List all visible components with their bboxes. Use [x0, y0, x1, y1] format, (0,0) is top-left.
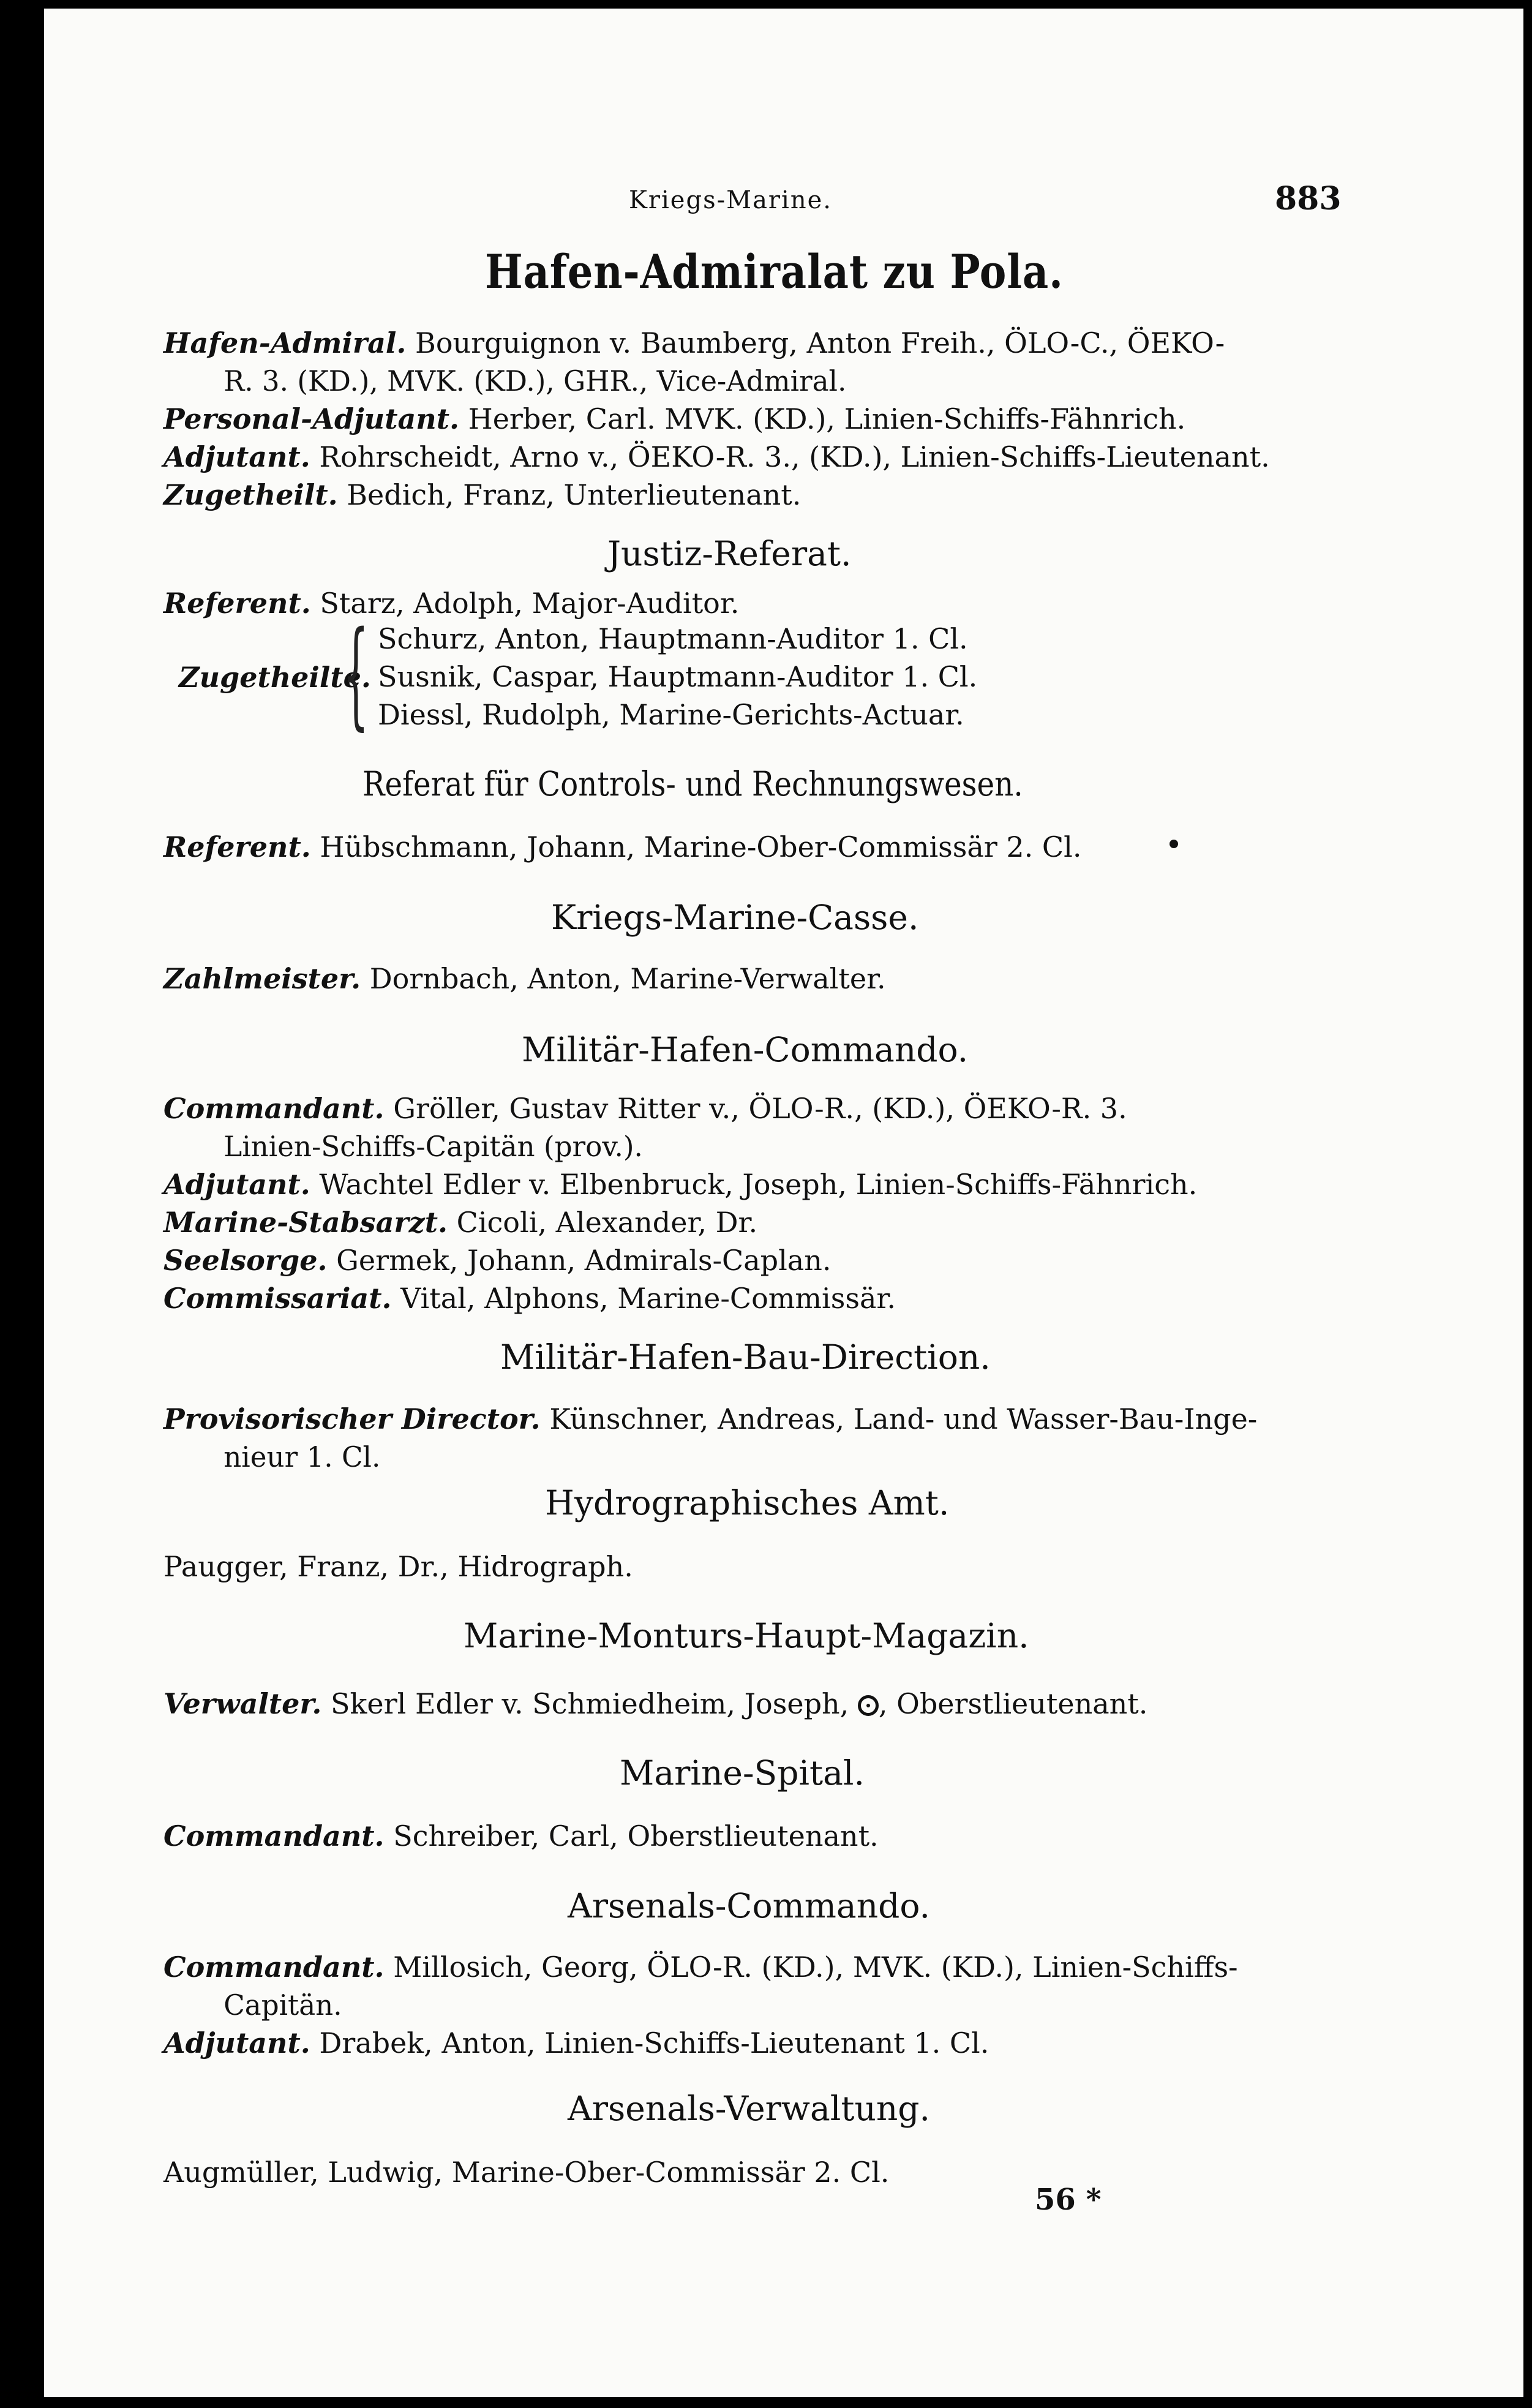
- entry-stabsarzt: [163, 1203, 1361, 1241]
- entry-zahlmeister: [163, 960, 1361, 998]
- entry-hafen-admiral: [163, 324, 1361, 400]
- entry-text: Augmüller, Ludwig, Marine-Ober-Commissär 2. Cl.: [163, 2156, 890, 2189]
- role-label: Personal-Adjutant.: [163, 402, 459, 435]
- entry-text: Bedich, Franz, Unterlieutenant.: [347, 478, 802, 511]
- entry-director: [163, 1400, 1361, 1476]
- entry-spital-commandant: [163, 1817, 1361, 1855]
- entry-text: Herber, Carl. MVK. (KD.), Linien-Schiffs-Fähnrich.: [468, 402, 1186, 435]
- entry-commissariat: [163, 1279, 1361, 1317]
- role-label: Hafen-Admiral.: [163, 326, 407, 359]
- entry-text: Linien-Schiffs-Capitän (prov.).: [223, 1130, 643, 1163]
- member-line: Diessl, Rudolph, Marine-Gerichts-Actuar.: [378, 698, 964, 731]
- entry-zugetheilt: [163, 476, 1361, 514]
- section-heading-casse: Kriegs-Marine-Casse.: [551, 898, 919, 937]
- page-title: Hafen-Admiralat zu Pola.: [485, 244, 1064, 299]
- entry-text: Rohrscheidt, Arno v., ÖEKO-R. 3., (KD.), Linien-Schiffs-Lieutenant.: [319, 440, 1270, 473]
- section-heading-arsenal-commando: Arsenals-Commando.: [568, 1886, 930, 1925]
- role-label: Commandant.: [163, 1951, 385, 1984]
- entry-hydrograph: [163, 1548, 1361, 1586]
- role-label: Referent.: [163, 587, 311, 620]
- entry-text: Paugger, Franz, Dr., Hidrograph.: [163, 1550, 633, 1583]
- entry-personal-adjutant: [163, 400, 1361, 438]
- entry-controls-referent: [163, 828, 1361, 866]
- entry-text: Vital, Alphons, Marine-Commissär.: [400, 1282, 896, 1315]
- entry-text: Starz, Adolph, Major-Auditor.: [320, 587, 740, 620]
- entry-text: Künschner, Andreas, Land- und Wasser-Bau-Inge-: [549, 1402, 1258, 1435]
- brace-label: Zugetheilte.: [179, 661, 371, 694]
- curly-brace-icon: {: [343, 606, 369, 742]
- signature-mark: 56 *: [1035, 2183, 1102, 2217]
- role-label: Seelsorge.: [163, 1244, 328, 1277]
- entry-seelsorge: [163, 1241, 1361, 1279]
- entry-text: Capitän.: [223, 1988, 342, 2022]
- entry-commandant: [163, 1089, 1361, 1165]
- section-heading-spital: Marine-Spital.: [620, 1753, 865, 1793]
- entry-text: Wachtel Edler v. Elbenbruck, Joseph, Linien-Schiffs-Fähnrich.: [319, 1168, 1198, 1201]
- entry-augmueller: [163, 2153, 1361, 2191]
- entry-arsenal-adjutant: [163, 2024, 1361, 2062]
- justiz-members: [378, 620, 977, 734]
- entry-text: R. 3. (KD.), MVK. (KD.), GHR., Vice-Admiral.: [223, 364, 847, 397]
- role-label: Commandant.: [163, 1092, 385, 1125]
- entry-text: Bourguignon v. Baumberg, Anton Freih., ÖLO-C., ÖEKO-: [415, 326, 1225, 359]
- entry-text: Cicoli, Alexander, Dr.: [456, 1206, 758, 1239]
- section-heading-controls: Referat für Controls- und Rechnungswesen.: [362, 764, 1023, 803]
- role-label: Verwalter.: [163, 1687, 322, 1720]
- entry-text: nieur 1. Cl.: [223, 1440, 381, 1473]
- member-line: Schurz, Anton, Hauptmann-Auditor 1. Cl.: [378, 622, 968, 655]
- entry-text: Dornbach, Anton, Marine-Verwalter.: [369, 962, 886, 995]
- role-label: Referent.: [163, 830, 311, 863]
- section-heading-hafen-commando: Militär-Hafen-Commando.: [522, 1030, 969, 1069]
- role-label: Adjutant.: [163, 440, 310, 473]
- role-label: Adjutant.: [163, 2026, 310, 2060]
- entry-verwalter: [163, 1685, 1361, 1723]
- role-label: Marine-Stabsarzt.: [163, 1206, 448, 1239]
- role-label: Zahlmeister.: [163, 962, 361, 995]
- entry-text: Gröller, Gustav Ritter v., ÖLO-R., (KD.), ÖEKO-R. 3.: [393, 1092, 1127, 1125]
- role-label: Commandant.: [163, 1819, 385, 1853]
- role-label: Commissariat.: [163, 1282, 392, 1315]
- decoration-symbol-icon: [858, 1695, 879, 1716]
- entry-text: Skerl Edler v. Schmiedheim, Joseph,: [331, 1687, 849, 1720]
- section-heading-monturs: Marine-Monturs-Haupt-Magazin.: [464, 1616, 1029, 1655]
- section-heading-arsenal-verwaltung: Arsenals-Verwaltung.: [568, 2089, 931, 2128]
- role-label: Provisorischer Director.: [163, 1402, 541, 1435]
- entry-hafen-adjutant: [163, 1165, 1361, 1203]
- role-label: Adjutant.: [163, 1168, 310, 1201]
- entry-text: Millosich, Georg, ÖLO-R. (KD.), MVK. (KD.), Linien-Schiffs-: [393, 1951, 1238, 1984]
- entry-text: Hübschmann, Johann, Marine-Ober-Commissär 2. Cl.: [320, 830, 1082, 863]
- running-title: Kriegs-Marine.: [629, 186, 832, 214]
- role-label: Zugetheilt.: [163, 478, 338, 511]
- section-heading-justiz: Justiz-Referat.: [607, 534, 852, 573]
- entry-text: Drabek, Anton, Linien-Schiffs-Lieutenant 1. Cl.: [319, 2026, 989, 2060]
- entry-text: Germek, Johann, Admirals-Caplan.: [336, 1244, 832, 1277]
- section-heading-bau-direction: Militär-Hafen-Bau-Direction.: [500, 1338, 991, 1377]
- bullet-dot-icon: [1170, 840, 1178, 848]
- entry-adjutant: [163, 438, 1361, 476]
- section-heading-hydro: Hydrographisches Amt.: [545, 1483, 950, 1522]
- member-line: Susnik, Caspar, Hauptmann-Auditor 1. Cl.: [378, 660, 978, 693]
- entry-text: , Oberstlieutenant.: [878, 1687, 1148, 1720]
- entry-arsenal-commandant: [163, 1948, 1361, 2024]
- entry-text: Schreiber, Carl, Oberstlieutenant.: [393, 1819, 879, 1853]
- page-number: 883: [1275, 180, 1342, 217]
- document-page: [44, 9, 1523, 2397]
